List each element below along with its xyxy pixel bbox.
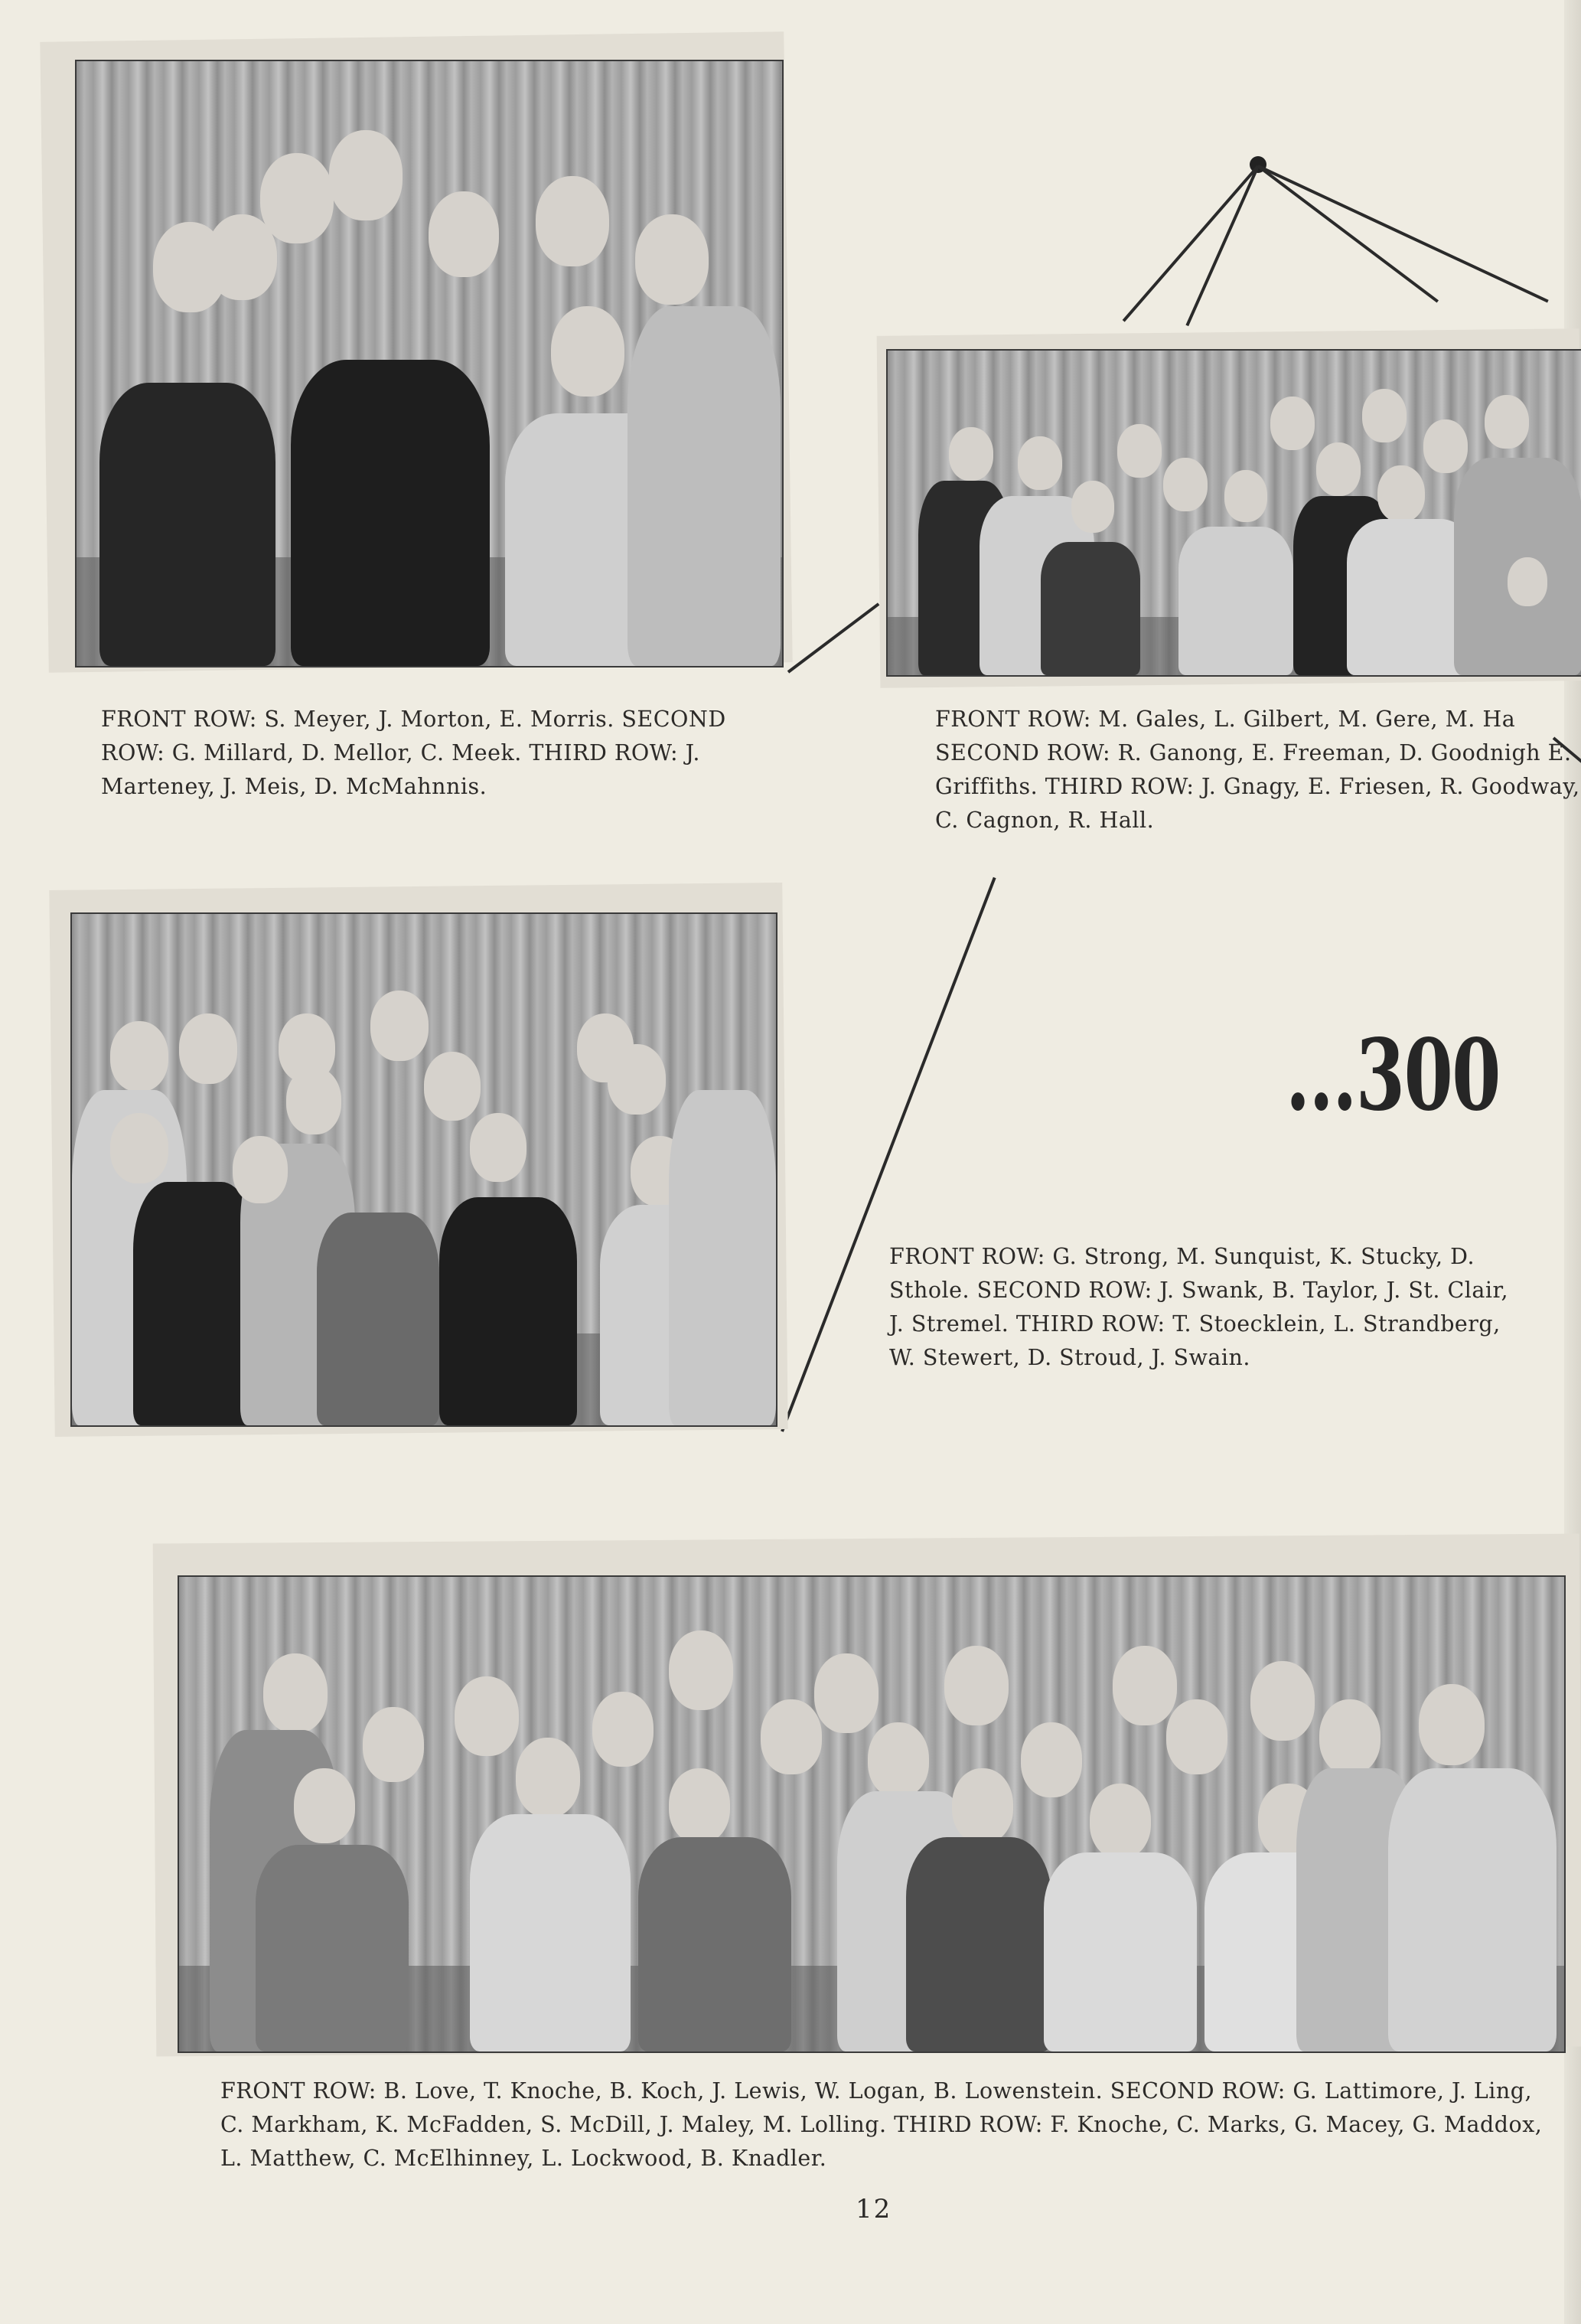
page-number: 12 — [856, 2194, 892, 2224]
connector-line — [1185, 165, 1259, 326]
headline-number: ...300 — [1286, 1018, 1500, 1133]
photo-2-caption: FRONT ROW: M. Gales, L. Gilbert, M. Gere, M. Ha SECOND ROW: R. Ganong, E. Freeman, D. Goodnigh E. Griffiths. THIRD ROW: J. Gnagy, E. Friesen, R. Goodway, C. Cagnon, R. Hall. — [935, 707, 1580, 833]
connector-line — [1257, 165, 1439, 302]
group-photo-4 — [178, 1575, 1566, 2053]
photo-3-caption: FRONT ROW: G. Strong, M. Sunquist, K. Stucky, D. Sthole. SECOND ROW: J. Swank, B. Taylor, J. St. Clair, J. Stremel. THIRD ROW: T. Stoecklein, L. Strandberg, W. Stewert, D. Stroud, J. Swain. — [889, 1244, 1509, 1370]
connector-line — [1123, 165, 1260, 322]
group-photo-1 — [75, 60, 784, 667]
connector-line — [787, 602, 880, 673]
connector-line — [1257, 165, 1549, 302]
photo-4-caption: FRONT ROW: B. Love, T. Knoche, B. Koch, J. Lewis, W. Logan, B. Lowenstein. SECOND ROW: G. Lattimore, J. Ling, C. Markham, K. McFadden, S. McDill, J. Maley, M. Lolling. THIRD ROW: F. Knoche, C. Marks, G. Macey, G. Maddox, L. Matthew, C. McElhinney, L. Lockwood, B. Knadler. — [220, 2078, 1543, 2171]
group-photo-3 — [70, 912, 777, 1427]
group-photo-2 — [886, 349, 1581, 677]
photo-1-caption: FRONT ROW: S. Meyer, J. Morton, E. Morris. SECOND ROW: G. Millard, D. Mellor, C. Meek. THIRD ROW: J. Marteney, J. Meis, D. McMahnnis. — [101, 707, 726, 799]
